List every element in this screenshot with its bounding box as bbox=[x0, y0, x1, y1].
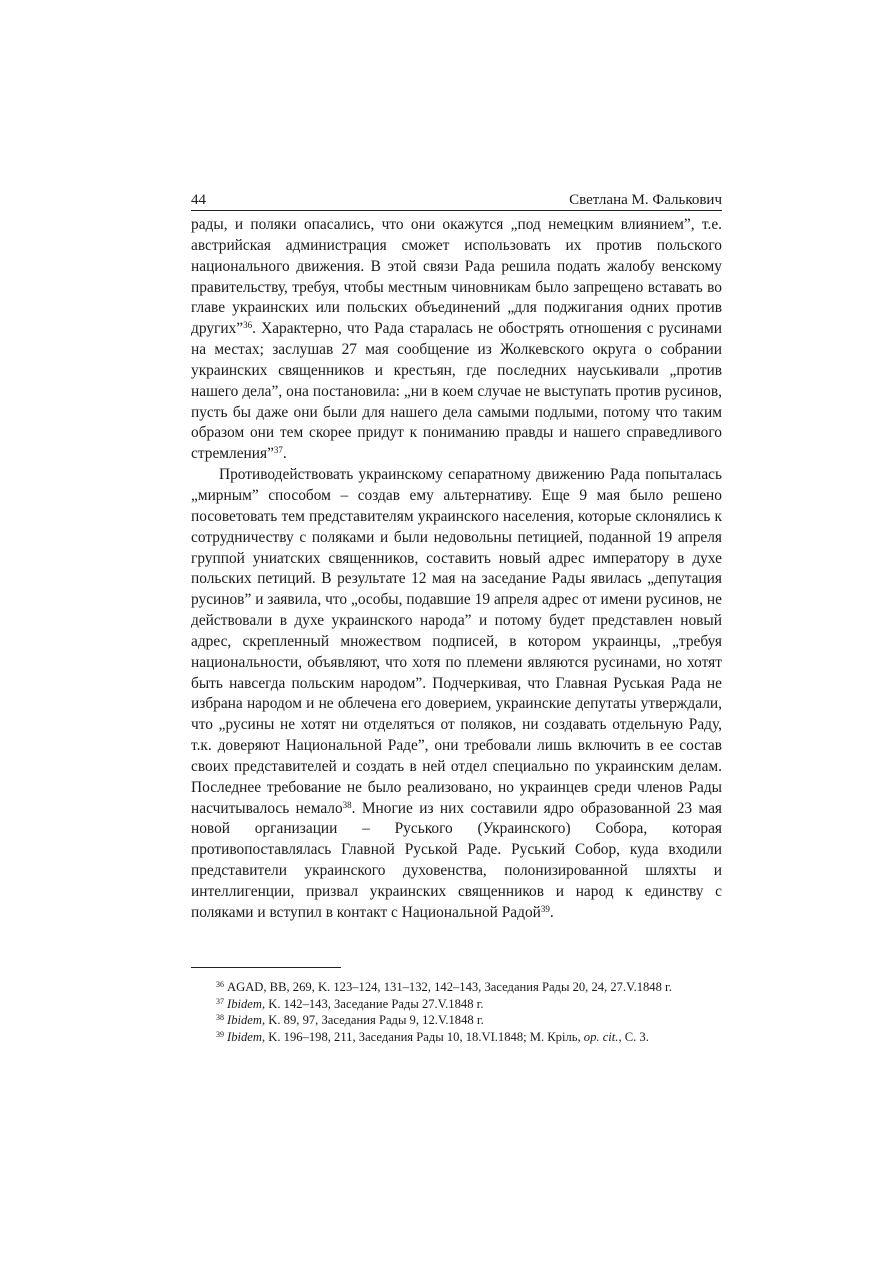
footnote-number: 36 bbox=[216, 980, 224, 989]
footnote-ref-36[interactable]: 36 bbox=[243, 320, 253, 331]
footnote-ref-38[interactable]: 38 bbox=[342, 799, 352, 810]
header-rule bbox=[191, 210, 722, 211]
running-header bbox=[191, 191, 722, 209]
footnote-ref-39[interactable]: 39 bbox=[540, 903, 550, 914]
footnote-separator bbox=[191, 967, 341, 968]
page-number: 44 bbox=[191, 192, 206, 208]
footnote-number: 39 bbox=[216, 1029, 224, 1039]
footnote-39: $^{39}$ Ibidem, K. 196–198, 211, Заседания Рады 10, 18.VI.1848; М. Кріль, op. cit., С. 3. bbox=[216, 1029, 649, 1044]
paragraph-2: Противодействовать украинскому сепаратному движению Рада попыталась „мирным” способом – создав ему альтернативу. Еще 9 мая было решено посоветовать тем представителям украинского населения, которые склонялись к сотрудничеству с поляками и были недовольны петицией, поданной 19 апреля группой униатских священников, составить новый адрес императору в духе польских петиций. В результате 12 мая на заседание Рады явилась „депутация русинов” и заявила, что „особы, подавшие 19 апреля адрес от имени русинов, не действовали в духе украинского народа” и потому будет представлен новый адрес, скрепленный множеством подписей, в котором украинцы, „требуя национальности, объявляют, что хотя по племени являются русинами, но хотят быть навсегда польским народом”. Подчеркивая, что Главная Руськая Рада не избрана народом и не облечена его доверием, украинские депутаты утверждали, что „русины не хотят ни отделяться от поляков, ни создавать отдельную Раду, т.к. доверяют Национальной Раде”, они требовали лишь включить в ее состав своих представителей и создать в ней отдел специально по украинским делам. Последнее требование не было реализовано, но украинцев среди членов Рады насчитывалось немало$^{38}$. Многие из них составили ядро образованной 23 мая новой организации – Руського (Украинского) Собора, которая противопоставлялась Главной Руськой Раде. Руський Собор, куда входили представители украинского духовенства, полонизированной шляхты и интеллигенции, призвал украинских священников и народ к единству с поляками и вступил в контакт с Национальной Радой$^{39}$. bbox=[191, 466, 722, 921]
footnote-number: 37 bbox=[216, 996, 224, 1006]
running-head-author: Светлана М. Фалькович bbox=[569, 192, 722, 208]
footnote-37: $^{37}$ Ibidem, K. 142–143, Заседание Рады 27.V.1848 г. bbox=[216, 996, 484, 1011]
body-text bbox=[191, 215, 722, 924]
footnote-36: $^{36}$ AGAD, BB, 269, K. 123–124, 131–132, 142–143, Заседания Рады 20, 24, 27.V.1848 г. bbox=[216, 980, 672, 994]
paragraph-1: рады, и поляки опасались, что они окажутся „под немецким влиянием”, т.е. австрийская администрация сможет использовать их против польского национального движения. В этой связи Рада решила подать жалобу венскому правительству, требуя, чтобы местным чиновникам было запрещено вставать во главе украинских или польских объединений „для поджигания одних против других”$^{36}$. Характерно, что Рада старалась не обострять отношения с русинами на местах; заслушав 27 мая сообщение из Жолкевского округа о собрании украинских священников и крестьян, где последних науськивали „против нашего дела”, она постановила: „ни в коем случае не выступать против русинов, пусть бы даже они были для нашего дела самыми подлыми, потому что таким образом они тем скорее придут к пониманию правды и нашего справедливого стремления”$^{37}$. bbox=[191, 216, 722, 463]
footnote-38: $^{38}$ Ibidem, K. 89, 97, Заседания Рады 9, 12.V.1848 г. bbox=[216, 1013, 484, 1027]
footnotes bbox=[216, 979, 722, 1045]
footnote-ref-37[interactable]: 37 bbox=[273, 445, 283, 456]
footnote-number: 38 bbox=[216, 1013, 224, 1022]
